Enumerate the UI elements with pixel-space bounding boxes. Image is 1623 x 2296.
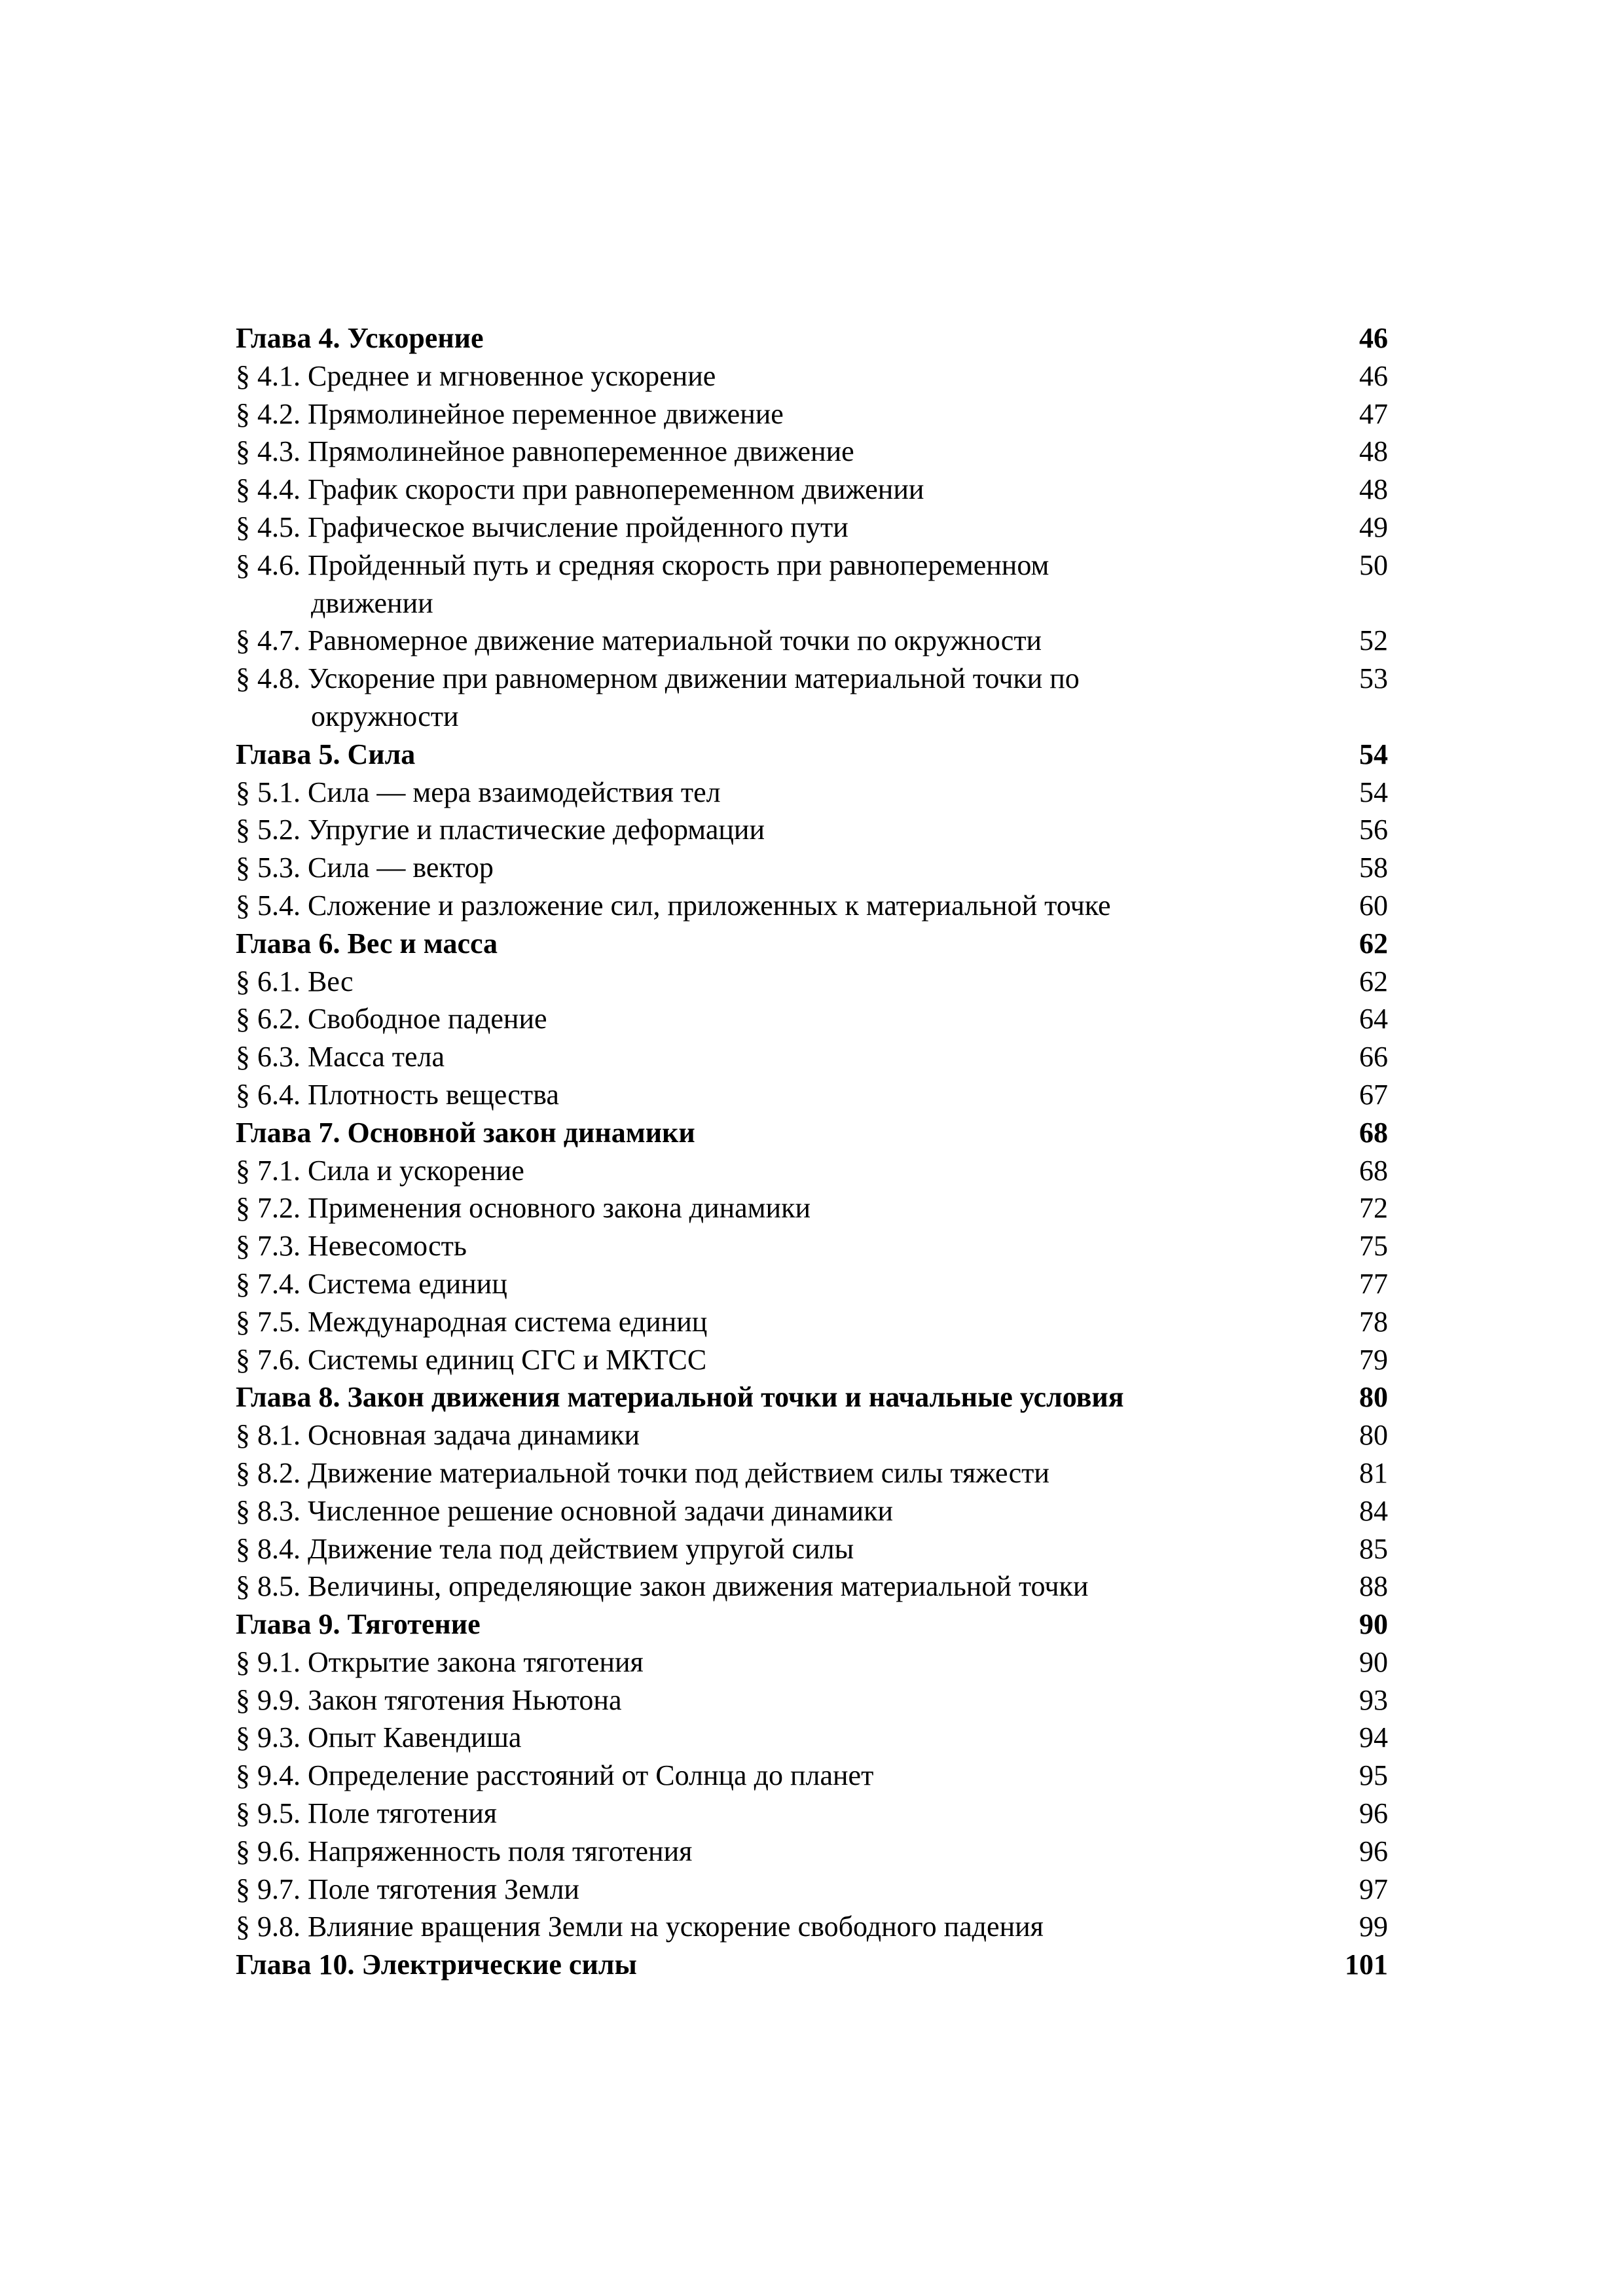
section-title: § 6.4. Плотность вещества [236,1078,559,1111]
page-number: 48 [1359,435,1388,468]
toc-chapter-entry [236,736,1388,774]
section-title: § 9.9. Закон тяготения Ньютона [236,1683,622,1716]
section-title: § 7.6. Системы единиц СГС и МКТСС [236,1343,707,1376]
page-number: 77 [1359,1267,1388,1300]
toc-section-entry [236,849,1388,887]
section-title: § 7.4. Система единиц [236,1267,507,1300]
toc-entry-continuation [236,584,1388,622]
section-title: § 4.4. График скорости при равнопеременном движении [236,473,924,506]
page-number: 60 [1359,889,1388,922]
section-title: § 7.3. Невесомость [236,1230,467,1263]
page-number: 96 [1359,1797,1388,1830]
page-number: 68 [1359,1116,1388,1149]
section-title: § 6.3. Масса тела [236,1041,445,1073]
page-number: 94 [1359,1721,1388,1754]
page-number: 68 [1359,1154,1388,1187]
toc-section-entry [236,1643,1388,1681]
page-number: 49 [1359,511,1388,543]
toc-section-entry [236,963,1388,1001]
toc-section-entry [236,547,1388,584]
section-title: § 8.2. Движение материальной точки под действием силы тяжести [236,1456,1049,1489]
section-title: § 5.3. Сила — вектор [236,852,494,884]
page-number: 78 [1359,1305,1388,1338]
page-number: 47 [1359,397,1388,430]
section-title: § 7.5. Международная система единиц [236,1305,708,1338]
page-number: 79 [1359,1343,1388,1376]
page-number: 88 [1359,1570,1388,1603]
toc-section-entry [236,622,1388,660]
section-title: § 8.4. Движение тела под действием упругой силы [236,1532,854,1565]
toc-section-entry [236,1227,1388,1265]
page-number: 85 [1359,1532,1388,1565]
page-number: 52 [1359,624,1388,657]
page-number: 72 [1359,1192,1388,1225]
chapter-title: Глава 10. Электрические силы [236,1948,637,1981]
toc-section-entry [236,1000,1388,1038]
page-number: 97 [1359,1873,1388,1905]
table-of-contents [236,319,1388,1984]
toc-section-entry [236,395,1388,433]
page-number: 96 [1359,1835,1388,1867]
toc-section-entry [236,1757,1388,1795]
section-title: § 7.1. Сила и ускорение [236,1154,524,1187]
page-number: 48 [1359,473,1388,506]
page-number: 58 [1359,852,1388,884]
page-number: 93 [1359,1683,1388,1716]
toc-section-entry [236,1152,1388,1190]
toc-chapter-entry [236,319,1388,357]
page-number: 54 [1359,738,1388,770]
section-title: § 9.8. Влияние вращения Земли на ускорение свободного падения [236,1910,1044,1943]
page-number: 90 [1359,1608,1388,1641]
toc-section-entry [236,433,1388,471]
section-title: § 5.1. Сила — мера взаимодействия тел [236,776,721,808]
section-title: § 9.3. Опыт Кавендиша [236,1721,522,1754]
section-title: § 8.5. Величины, определяющие закон движения материальной точки [236,1570,1089,1603]
section-title: движении [311,586,433,619]
toc-section-entry [236,1681,1388,1719]
toc-chapter-entry [236,1605,1388,1643]
chapter-title: Глава 8. Закон движения материальной точки и начальные условия [236,1381,1124,1414]
section-title: § 9.5. Поле тяготения [236,1797,498,1830]
page-number: 62 [1359,927,1388,960]
toc-section-entry [236,471,1388,509]
section-title: § 4.3. Прямолинейное равнопеременное движение [236,435,854,468]
chapter-title: Глава 9. Тяготение [236,1608,481,1641]
section-title: § 8.1. Основная задача динамики [236,1419,640,1452]
section-title: § 9.4. Определение расстояний от Солнца до планет [236,1759,874,1792]
toc-section-entry [236,1454,1388,1492]
toc-section-entry [236,1568,1388,1605]
page-number: 99 [1359,1910,1388,1943]
section-title: § 4.2. Прямолинейное переменное движение [236,397,784,430]
section-title: § 7.2. Применения основного закона динамики [236,1192,811,1225]
page-number: 80 [1359,1381,1388,1414]
section-title: § 6.2. Свободное падение [236,1003,547,1035]
toc-section-entry [236,1076,1388,1114]
toc-section-entry [236,1038,1388,1076]
toc-section-entry [236,509,1388,547]
section-title: § 9.1. Открытие закона тяготения [236,1645,644,1678]
section-title: § 8.3. Численное решение основной задачи динамики [236,1494,893,1527]
section-title: § 4.6. Пройденный путь и средняя скорость при равнопеременном [236,548,1049,581]
chapter-title: Глава 7. Основной закон динамики [236,1116,695,1149]
section-title: § 4.1. Среднее и мгновенное ускорение [236,359,716,392]
section-title: § 4.7. Равномерное движение материальной точки по окружности [236,624,1042,657]
toc-section-entry [236,887,1388,925]
toc-section-entry [236,1530,1388,1568]
toc-section-entry [236,1265,1388,1303]
section-title: § 6.1. Вес [236,965,354,997]
chapter-title: Глава 5. Сила [236,738,416,770]
toc-section-entry [236,1189,1388,1227]
page-number: 101 [1345,1948,1388,1981]
toc-section-entry [236,1303,1388,1341]
page-number: 66 [1359,1041,1388,1073]
page-number: 95 [1359,1759,1388,1792]
page-number: 50 [1359,548,1388,581]
section-title: § 4.5. Графическое вычисление пройденного пути [236,511,848,543]
page-number: 56 [1359,814,1388,846]
page-number: 64 [1359,1003,1388,1035]
toc-section-entry [236,774,1388,812]
section-title: § 5.4. Сложение и разложение сил, приложенных к материальной точке [236,889,1111,922]
toc-section-entry [236,1795,1388,1833]
page-number: 54 [1359,776,1388,808]
page-number: 81 [1359,1456,1388,1489]
page-number: 84 [1359,1494,1388,1527]
page-number: 46 [1359,359,1388,392]
toc-section-entry [236,1416,1388,1454]
toc-chapter-entry [236,1378,1388,1416]
section-title: § 9.6. Напряженность поля тяготения [236,1835,693,1867]
toc-entry-continuation [236,698,1388,736]
chapter-title: Глава 4. Ускорение [236,322,484,354]
toc-section-entry [236,1871,1388,1909]
toc-section-entry [236,1492,1388,1530]
toc-section-entry [236,1833,1388,1871]
chapter-title: Глава 6. Вес и масса [236,927,498,960]
page-number: 90 [1359,1645,1388,1678]
page-number: 46 [1359,322,1388,354]
toc-section-entry [236,1908,1388,1946]
section-title: § 4.8. Ускорение при равномерном движении материальной точки по [236,662,1080,695]
toc-section-entry [236,357,1388,395]
toc-chapter-entry [236,1946,1388,1984]
page-number: 67 [1359,1078,1388,1111]
toc-section-entry [236,660,1388,698]
page-number: 80 [1359,1419,1388,1452]
toc-chapter-entry [236,925,1388,963]
toc-chapter-entry [236,1114,1388,1152]
toc-section-entry [236,1719,1388,1757]
section-title: окружности [311,700,459,732]
page-number: 53 [1359,662,1388,695]
toc-section-entry [236,1341,1388,1379]
section-title: § 5.2. Упругие и пластические деформации [236,814,765,846]
section-title: § 9.7. Поле тяготения Земли [236,1873,579,1905]
page-number: 75 [1359,1230,1388,1263]
toc-section-entry [236,811,1388,849]
page-number: 62 [1359,965,1388,997]
